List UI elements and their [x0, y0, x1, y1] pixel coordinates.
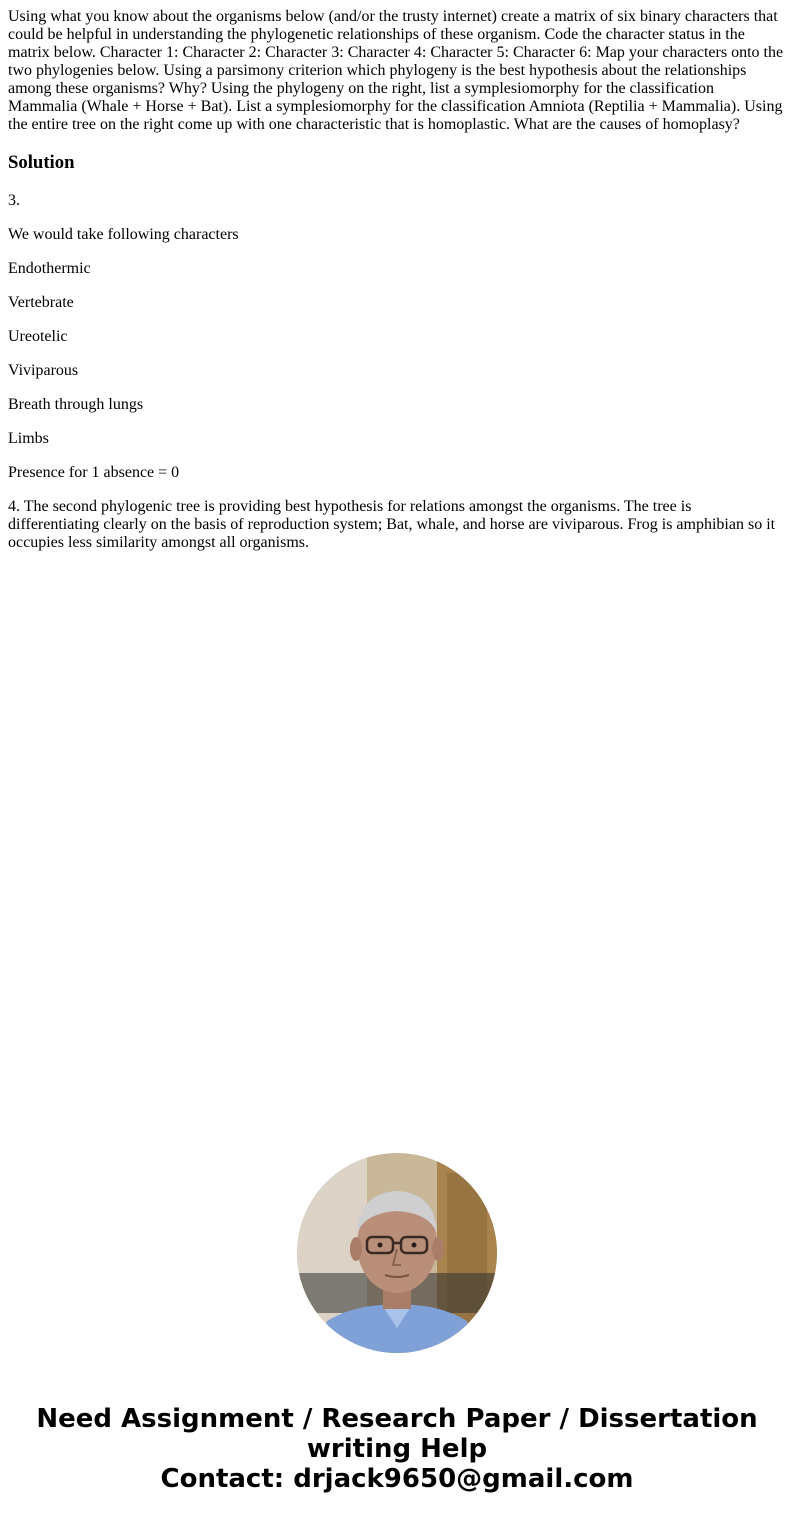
- solution-heading: Solution: [8, 152, 75, 173]
- answer-paragraph: Presence for 1 absence = 0: [8, 464, 180, 481]
- page-content: [8, 8, 786, 568]
- answer-paragraph: We would take following characters: [8, 226, 239, 243]
- answer-paragraph: Limbs: [8, 430, 49, 447]
- promo-line: writing Help: [306, 1434, 488, 1464]
- answer-paragraph: 4. The second phylogenic tree is providing best hypothesis for relations amongst the organisms. The tree is differentiating clearly on the basis of reproduction system; Bat, whale, and horse are viviparous. Frog is amphibian so it occupies less similarity amongst all organisms.: [8, 498, 776, 551]
- answer-paragraph: Viviparous: [8, 362, 79, 379]
- answer-paragraph: Vertebrate: [8, 294, 74, 311]
- person-photo-icon: [297, 1153, 497, 1353]
- promo-contact: Contact: drjack9650@gmail.com: [160, 1464, 634, 1494]
- promo-line: Need Assignment / Research Paper / Dissertation: [36, 1404, 758, 1434]
- answer-paragraph: 3.: [8, 192, 20, 209]
- author-avatar: [297, 1153, 497, 1353]
- question-text: Using what you know about the organisms below (and/or the trusty internet) create a matrix of six binary characters that could be helpful in understanding the phylogenetic relationships of these organism. Code the character status in the matrix below. Character 1: Character 2: Character 3: Character 4: Character 5: Character 6: Map your characters onto the two phylogenies below. Using a parsimony criterion which phylogeny is the best hypothesis about the relationships among these organisms? Why? Using the phylogeny on the right, list a symplesiomorphy for the classification Mammalia (Whale + Horse + Bat). List a symplesiomorphy for the classification Amniota (Reptilia + Mammalia). Using the entire tree on the right come up with one characteristic that is homoplastic. What are the causes of homoplasy?: [8, 8, 784, 133]
- answer-paragraph: Breath through lungs: [8, 396, 144, 413]
- promo-banner: [0, 1404, 794, 1494]
- answer-paragraph: Endothermic: [8, 260, 91, 277]
- answer-body: [8, 192, 786, 552]
- answer-paragraph: Ureotelic: [8, 328, 68, 345]
